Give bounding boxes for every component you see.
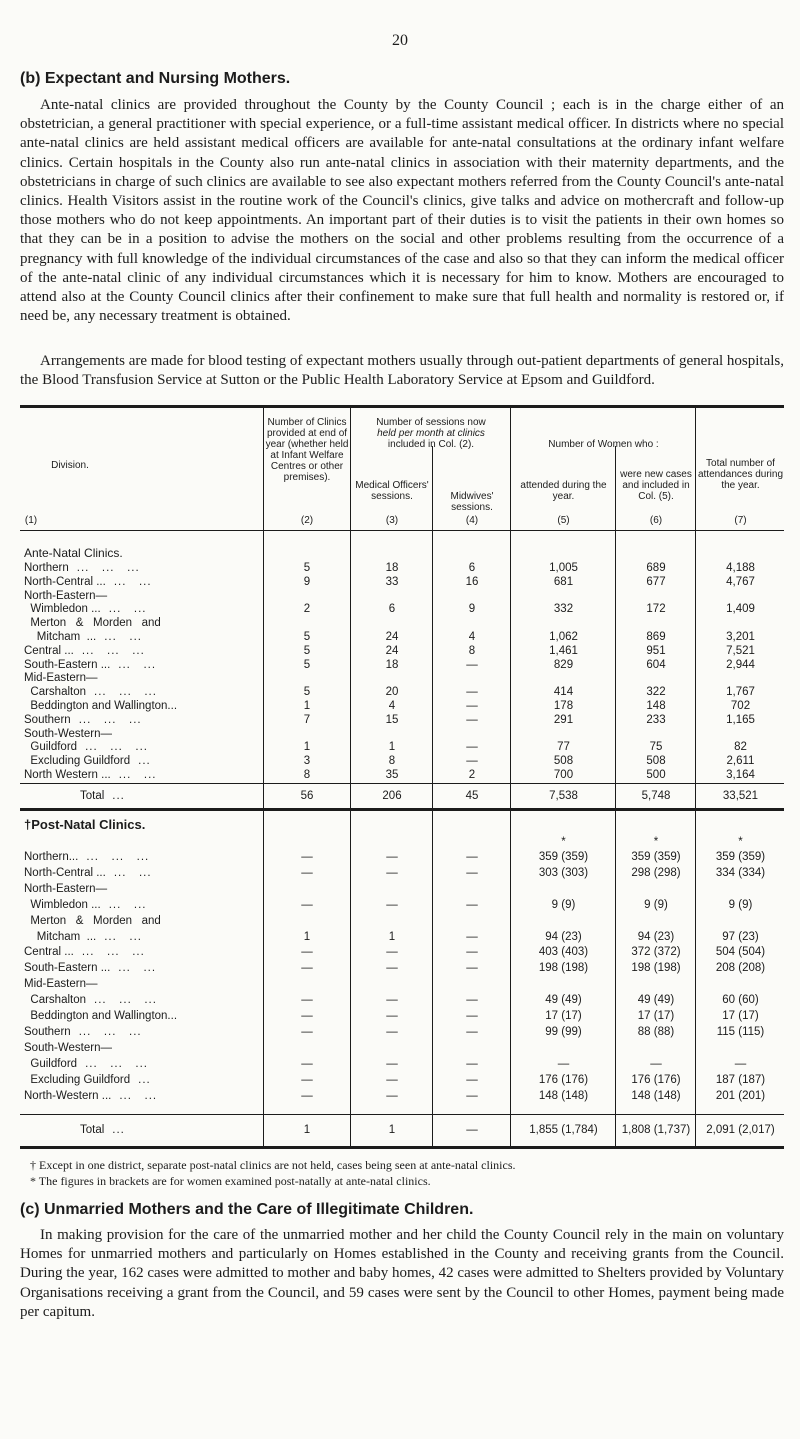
table-cell-c5: 99 (99) — [545, 1025, 582, 1038]
table-cell-c7: 2,944 — [726, 658, 755, 671]
row-label-text: Merton & Morden and — [24, 617, 161, 630]
table-cell-c5: 9 (9) — [551, 898, 576, 911]
total-cell-c7: 33,521 — [722, 790, 759, 802]
page-number: 20 — [392, 32, 408, 49]
table-cell-c7: 1,767 — [726, 686, 755, 699]
table-cell-c3: — — [386, 1073, 398, 1086]
table-cell-c5: 332 — [553, 603, 574, 616]
row-label-text: Mid-Eastern— — [24, 978, 98, 991]
table-cell-c6: 689 — [646, 562, 666, 574]
table-cell-c5: — — [557, 1057, 570, 1070]
header-col1-num: (1) — [24, 515, 38, 526]
table-cell-c7: 3,201 — [726, 631, 755, 643]
row-label — [24, 590, 115, 602]
table-cell-c6: 17 (17) — [637, 1010, 675, 1022]
table-cell-c5: 1,062 — [549, 631, 578, 643]
row-leader-dots: ... ... — [113, 575, 152, 588]
table-cell-c7: 1,165 — [726, 713, 755, 726]
total-label — [80, 1124, 125, 1136]
row-label-text: North-Eastern— — [24, 589, 108, 602]
row-label-text: Mitcham ... — [24, 631, 97, 643]
table-cell-c6: — — [650, 1057, 662, 1070]
table-cell-c4: 16 — [465, 575, 479, 588]
antenatal-total-rule — [20, 783, 784, 784]
row-label — [24, 576, 152, 588]
row-label-text: Mitcham ... — [24, 930, 97, 943]
table-cell-c4: — — [466, 962, 478, 975]
row-label — [24, 769, 156, 781]
table-cell-c5: 17 (17) — [545, 1010, 582, 1022]
table-cell-c6: 951 — [646, 644, 666, 657]
table-cell-c3: 18 — [385, 562, 399, 574]
header-women: Number of Women who : — [548, 439, 659, 450]
row-label — [24, 659, 156, 671]
table-cell-c3: 20 — [385, 686, 399, 699]
table-cell-c3: 33 — [385, 575, 399, 588]
table-cell-c2: 5 — [303, 631, 311, 643]
header-division: Division. — [51, 460, 89, 471]
table-cell-c7: 359 (359) — [715, 851, 766, 863]
table-cell-c3: 6 — [388, 603, 396, 616]
total-cell-c4: — — [466, 1124, 478, 1136]
header-col4-num: (4) — [465, 515, 479, 526]
table-cell-c7: — — [734, 1057, 747, 1070]
table-cell-c4: — — [466, 713, 478, 726]
row-label — [24, 1058, 148, 1070]
table-cell-c6: 869 — [646, 631, 666, 643]
table-cell-c6: 508 — [646, 755, 666, 768]
row-leader-dots: ... ... — [118, 658, 157, 671]
row-label — [24, 931, 142, 943]
table-cell-c5: 49 (49) — [545, 994, 582, 1007]
table-cell-c5: 681 — [553, 575, 574, 588]
table-cell-c6: 176 (176) — [631, 1073, 681, 1086]
row-label-text: Wimbledon ... — [24, 603, 101, 616]
row-label-text: South-Eastern ... — [24, 658, 111, 671]
row-label — [24, 603, 146, 615]
table-cell-c4: 4 — [468, 631, 476, 643]
row-label — [24, 741, 148, 753]
table-cell-c6: 233 — [646, 713, 666, 726]
table-cell-c2: 8 — [303, 769, 311, 781]
header-col5-num: (5) — [557, 515, 570, 526]
row-label — [24, 617, 169, 629]
table-cell-c6: 298 (298) — [631, 866, 681, 879]
table-cell-c2: — — [301, 1057, 313, 1070]
row-leader-dots: ... — [138, 755, 151, 768]
total-cell-c6: 1,808 (1,737) — [621, 1124, 691, 1136]
table-cell-c4: — — [466, 866, 478, 879]
table-cell-c6: 322 — [646, 686, 666, 699]
postnatal-total-rule — [20, 1114, 784, 1115]
table-cell-c6: 88 (88) — [637, 1025, 675, 1038]
table-cell-c5: 291 — [553, 713, 574, 726]
row-label-text: Guildford — [24, 1057, 78, 1070]
table-cell-c3: — — [386, 851, 398, 863]
table-cell-c3: — — [386, 1025, 398, 1038]
table-cell-c7: 17 (17) — [722, 1010, 759, 1022]
table-cell-c7: 2,611 — [726, 755, 755, 768]
table-cell-c2: 7 — [303, 713, 311, 726]
table-cell-c3: — — [386, 1010, 398, 1022]
row-label-text: Central ... — [24, 946, 74, 959]
col-divider — [263, 408, 264, 1148]
row-label-text: Excluding Guildford — [24, 1073, 131, 1086]
table-cell-c5: 178 — [553, 700, 574, 712]
table-cell-c7: 97 (23) — [722, 930, 759, 943]
row-leader-dots: ... ... — [108, 898, 147, 911]
table-cell-c6: 94 (23) — [637, 930, 675, 943]
table-cell-c2: 1 — [303, 700, 311, 712]
table-cell-c7: 7,521 — [726, 644, 755, 657]
total-label — [80, 790, 125, 802]
table-cell-c6: 148 (148) — [631, 1089, 681, 1102]
row-label-text: North Western ... — [24, 769, 111, 781]
table-cell-c7: 208 (208) — [715, 962, 766, 975]
table-cell-c3: 1 — [388, 741, 396, 754]
table-cell-c5: 1,005 — [549, 562, 578, 574]
table-cell-c2: 5 — [303, 562, 311, 574]
row-label — [24, 1010, 185, 1022]
row-label-text: Beddington and Wallington... — [24, 700, 178, 712]
table-cell-c6: 372 (372) — [631, 946, 681, 959]
table-cell-c7: 187 (187) — [715, 1073, 766, 1086]
header-col2-num: (2) — [300, 515, 314, 526]
row-label-text: North-Central ... — [24, 866, 106, 879]
row-label — [24, 946, 145, 958]
total-cell-c5: 7,538 — [549, 790, 578, 802]
table-cell-c6: 500 — [646, 769, 666, 781]
row-leader-dots: ... — [112, 1124, 125, 1136]
section-c-heading: (c) Unmarried Mothers and the Care of Illegitimate Children. — [20, 1201, 474, 1218]
table-cell-c2: — — [301, 994, 313, 1007]
table-cell-c2: 2 — [303, 603, 311, 616]
row-label — [24, 631, 142, 643]
table-cell-c7: 334 (334) — [715, 866, 766, 879]
table-cell-c2: — — [301, 1025, 313, 1038]
total-cell-c2: 56 — [300, 790, 314, 802]
table-cell-c7: 4,767 — [726, 575, 755, 588]
table-cell-c2: 5 — [303, 686, 311, 699]
total-cell-c7: 2,091 (2,017) — [706, 1124, 775, 1136]
row-label — [24, 1090, 157, 1102]
total-cell-c5: 1,855 (1,784) — [529, 1124, 598, 1136]
table-cell-c2: 5 — [303, 658, 311, 671]
table-cell-c5: 700 — [553, 769, 574, 781]
col-divider — [510, 408, 511, 1148]
row-leader-dots: ... ... — [118, 769, 157, 781]
table-cell-c4: — — [466, 1089, 478, 1102]
table-cell-c3: 1 — [388, 930, 396, 943]
header-bottom-rule — [20, 530, 784, 531]
table-cell-c6: 359 (359) — [631, 851, 681, 863]
header-col7-num: (7) — [734, 515, 747, 526]
table-cell-c2: — — [301, 851, 313, 863]
row-label — [24, 899, 146, 911]
row-label — [24, 686, 157, 698]
table-cell-c2: — — [301, 1073, 313, 1086]
table-cell-c7: 201 (201) — [715, 1089, 766, 1102]
header-col3-num: (3) — [385, 515, 399, 526]
table-cell-c4: — — [466, 1010, 478, 1022]
row-label-text: Central ... — [24, 644, 74, 657]
table-cell-c3: 8 — [388, 755, 396, 768]
header-col5: attended during the year. — [520, 480, 607, 502]
table-cell-c4: — — [466, 755, 478, 768]
header-col6-num: (6) — [649, 515, 663, 526]
header-col4: Midwives' sessions. — [450, 491, 494, 513]
row-label-text: Mid-Eastern— — [24, 672, 98, 685]
table-cell-c6: 172 — [646, 603, 666, 616]
table-cell-c3: — — [386, 962, 398, 975]
row-label — [24, 645, 145, 657]
table-cell-c4: — — [466, 851, 478, 863]
row-leader-dots: ... ... ... — [85, 1057, 148, 1070]
table-cell-c6: 198 (198) — [631, 962, 681, 975]
row-leader-dots: ... — [112, 790, 125, 802]
table-cell-c3: 4 — [388, 700, 396, 712]
table-cell-c3: — — [386, 994, 398, 1007]
section-b-paragraph-1: Ante-natal clinics are provided throughout the County by the County Council ; each is in the charge either of an obstetrician, a general practitioner with special experience, or a full-time assistant medical officer. In districts where no special ante-natal clinics are held assistant medical officers are available for ante-natal consultations at the ordinary infant welfare clinics. Certain hospitals in the County also run ante-natal clinics in association with their maternity departments, and the obstetricians in charge of such clinics are available to see also expectant mothers referred from the County Council's ante-natal clinics. Health Visitors assist in the routine work of the Council's clinics, give talks and advice on mothercraft and follow-up those mothers who do not keep appointments. An important part of their duties is to visit the patients in their own homes so that they can be in a position to advise the mothers on the social and other problems resulting from the occurrence of a pregnancy with full knowledge of the individual circumstances of the case and also so that they can inform the medical officer of the ante-natal clinic of any individual circumstances which it is necessary for him to know. Mothers are encouraged to attend also at the County Council clinics after their confinement to make sure that full health and normality is restored or, if need be, any necessary treatment is obtained. — [20, 97, 784, 325]
section-c-paragraph: In making provision for the care of the unmarried mother and her child the County Council rely in the main on voluntary Homes for unmarried mothers and particularly on Homes established in the County and receiving grants from the Council. During the year, 162 cases were admitted to mother and baby homes, 42 cases were admitted to Shelters provided by Voluntary Organisations receiving a grant from the Council, and 59 cases were sent by the Council to other Homes, payment being made per capitum. — [20, 1227, 784, 1320]
row-label — [24, 1042, 120, 1054]
table-cell-c6: 604 — [646, 658, 666, 671]
header-col7: Total number of attendances during the year. — [697, 458, 784, 491]
table-cell-c7: 1,409 — [726, 603, 755, 616]
header-col6: were new cases and included in Col. (5). — [620, 469, 692, 502]
row-leader-dots: ... ... ... — [76, 562, 140, 574]
row-leader-dots: ... — [138, 1073, 151, 1086]
table-cell-c7: 504 (504) — [715, 946, 766, 959]
table-cell-c2: 1 — [303, 741, 311, 754]
row-label-text: North-Western ... — [24, 1089, 112, 1102]
row-leader-dots: ... ... ... — [94, 994, 157, 1007]
row-label-text: North-Central ... — [24, 575, 106, 588]
table-cell-c3: — — [386, 1057, 398, 1070]
row-label — [24, 562, 140, 574]
table-cell-c5: 77 — [557, 741, 570, 754]
asterisk-col5: * — [561, 836, 566, 848]
table-cell-c4: — — [466, 994, 478, 1007]
table-cell-c2: 9 — [303, 575, 311, 588]
table-cell-c7: 60 (60) — [722, 994, 759, 1007]
col-divider — [350, 408, 351, 1148]
table-cell-c7: 82 — [734, 741, 747, 754]
row-label — [24, 714, 142, 726]
total-cell-c4: 45 — [465, 790, 479, 802]
row-label-text: South-Western— — [24, 727, 112, 740]
table-cell-c2: — — [301, 1089, 313, 1102]
table-cell-c5: 829 — [553, 658, 574, 671]
total-cell-c6: 5,748 — [641, 790, 671, 802]
row-label-text: Carshalton — [24, 686, 87, 699]
row-label — [24, 1026, 142, 1038]
table-cell-c2: — — [301, 898, 313, 911]
table-cell-c6: 75 — [649, 741, 663, 754]
table-cell-c3: 18 — [385, 658, 399, 671]
table-cell-c4: — — [466, 946, 478, 959]
row-label — [24, 851, 149, 863]
row-leader-dots: ... ... — [104, 631, 142, 643]
total-cell-c3: 1 — [388, 1124, 396, 1136]
row-label-text: Southern — [24, 1025, 71, 1038]
row-label-text: Carshalton — [24, 994, 87, 1007]
header-col3: Medical Officers' sessions. — [355, 480, 429, 502]
row-label — [24, 700, 185, 712]
header-sessions-line3: included in Col. (2). — [387, 439, 475, 450]
header-sessions-line1: Number of sessions now — [376, 417, 486, 428]
footnote-dagger: † Except in one district, separate post-natal clinics are not held, cases being seen at ante-natal clinics. — [30, 1158, 516, 1172]
table-cell-c5: 508 — [553, 755, 574, 768]
table-cell-c2: 3 — [303, 755, 311, 768]
row-label-text: Excluding Guildford — [24, 755, 131, 768]
table-cell-c5: 148 (148) — [538, 1089, 589, 1102]
row-label — [24, 962, 156, 974]
row-leader-dots: ... ... — [119, 1089, 158, 1102]
section-b-heading: (b) Expectant and Nursing Mothers. — [20, 70, 291, 87]
table-cell-c5: 1,461 — [549, 644, 578, 657]
table-cell-c6: 677 — [646, 575, 666, 588]
table-cell-c3: — — [386, 898, 398, 911]
table-cell-c2: — — [301, 866, 313, 879]
row-label-text: Guildford — [24, 741, 78, 754]
table-cell-c4: — — [466, 898, 478, 911]
table-cell-c2: 5 — [303, 644, 311, 657]
table-cell-c3: — — [386, 866, 398, 879]
total-cell-c3: 206 — [382, 790, 402, 802]
row-leader-dots: ... ... — [113, 866, 152, 879]
row-leader-dots: ... ... — [104, 930, 142, 943]
row-label-text: Northern — [24, 562, 69, 574]
table-cell-c2: — — [301, 1010, 313, 1022]
header-sessions-line2: held per month at clinics — [377, 428, 485, 439]
table-cell-c4: — — [466, 1025, 478, 1038]
table-cell-c4: — — [466, 700, 478, 712]
row-label — [24, 755, 151, 767]
col-divider — [695, 408, 696, 1148]
table-cell-c7: 3,164 — [726, 769, 755, 781]
table-cell-c4: — — [466, 741, 478, 754]
row-label — [24, 1074, 151, 1086]
table-cell-c4: 8 — [468, 644, 476, 657]
row-label-text: South-Eastern ... — [24, 962, 111, 975]
row-label — [24, 978, 106, 990]
table-cell-c3: 24 — [385, 644, 399, 657]
row-leader-dots: ... ... ... — [81, 946, 145, 959]
table-bottom-rule — [20, 1146, 784, 1149]
table-cell-c5: 198 (198) — [538, 962, 589, 975]
row-label — [24, 915, 169, 927]
table-cell-c5: 94 (23) — [545, 930, 582, 943]
col-divider — [615, 446, 616, 1148]
table-cell-c3: 24 — [385, 631, 399, 643]
footnote-star: * The figures in brackets are for women examined post-natally at ante-natal clinics. — [30, 1174, 431, 1188]
section-b-paragraph-2: Arrangements are made for blood testing of expectant mothers usually through out-patient departments of general hospitals, the Blood Transfusion Service at Sutton or the Public Health Laboratory Service at Epsom and Guildford. — [20, 353, 784, 389]
row-label — [24, 994, 157, 1006]
table-cell-c6: 148 — [646, 700, 666, 712]
table-cell-c5: 359 (359) — [538, 851, 589, 863]
asterisk-col6: * — [653, 836, 659, 848]
row-label-text: Northern... — [24, 851, 79, 863]
table-cell-c2: — — [301, 946, 313, 959]
table-cell-c2: 1 — [303, 930, 311, 943]
row-label — [24, 883, 115, 895]
row-leader-dots: ... ... — [118, 962, 157, 975]
table-cell-c4: — — [466, 1073, 478, 1086]
row-leader-dots: ... ... ... — [86, 851, 150, 863]
row-label — [24, 728, 120, 740]
asterisk-col7: * — [738, 836, 743, 848]
table-top-rule — [20, 405, 784, 408]
table-cell-c4: — — [466, 930, 478, 943]
table-cell-c4: — — [466, 658, 478, 671]
row-leader-dots: ... ... ... — [94, 686, 157, 699]
table-cell-c5: 414 — [553, 686, 574, 699]
table-cell-c4: 6 — [468, 562, 476, 574]
row-leader-dots: ... ... ... — [85, 741, 148, 754]
table-cell-c7: 4,188 — [726, 562, 755, 574]
row-leader-dots: ... ... ... — [78, 713, 142, 726]
row-label-text: Total — [80, 790, 105, 802]
row-label — [24, 672, 106, 684]
table-cell-c3: — — [386, 1089, 398, 1102]
row-leader-dots: ... ... — [108, 603, 147, 616]
table-cell-c5: 176 (176) — [538, 1073, 589, 1086]
table-cell-c7: 9 (9) — [728, 898, 753, 911]
table-cell-c3: — — [386, 946, 398, 959]
table-cell-c5: 303 (303) — [538, 866, 589, 879]
row-label-text: Beddington and Wallington... — [24, 1010, 178, 1022]
row-leader-dots: ... ... ... — [81, 644, 145, 657]
table-cell-c4: — — [466, 686, 478, 699]
table-cell-c5: 403 (403) — [538, 946, 589, 959]
header-col2: Number of Clinics provided at end of year (whether held at Infant Welfare Centres or other premises). — [265, 417, 349, 483]
table-cell-c4: 9 — [468, 603, 476, 616]
table-cell-c4: — — [466, 1057, 478, 1070]
table-cell-c4: 2 — [468, 769, 476, 781]
table-cell-c6: 49 (49) — [637, 994, 675, 1007]
antenatal-section-title: Ante-Natal Clinics. — [24, 546, 123, 560]
table-cell-c3: 15 — [385, 713, 399, 726]
row-label-text: South-Western— — [24, 1041, 112, 1054]
col-divider — [432, 446, 433, 1148]
postnatal-section-title: †Post-Natal Clinics. — [24, 817, 146, 832]
table-cell-c6: 9 (9) — [644, 898, 668, 911]
table-cell-c7: 115 (115) — [716, 1025, 765, 1038]
antenatal-bottom-rule — [20, 808, 784, 811]
table-cell-c2: — — [301, 962, 313, 975]
table-cell-c7: 702 — [730, 700, 751, 712]
row-label-text: Wimbledon ... — [24, 898, 101, 911]
row-label-text: Southern — [24, 713, 71, 726]
table-cell-c3: 35 — [385, 769, 399, 781]
row-label-text: North-Eastern— — [24, 882, 108, 895]
row-label-text: Merton & Morden and — [24, 914, 161, 927]
row-label — [24, 867, 152, 879]
row-label-text: Total — [80, 1124, 105, 1136]
row-leader-dots: ... ... ... — [78, 1025, 142, 1038]
total-cell-c2: 1 — [303, 1124, 311, 1136]
